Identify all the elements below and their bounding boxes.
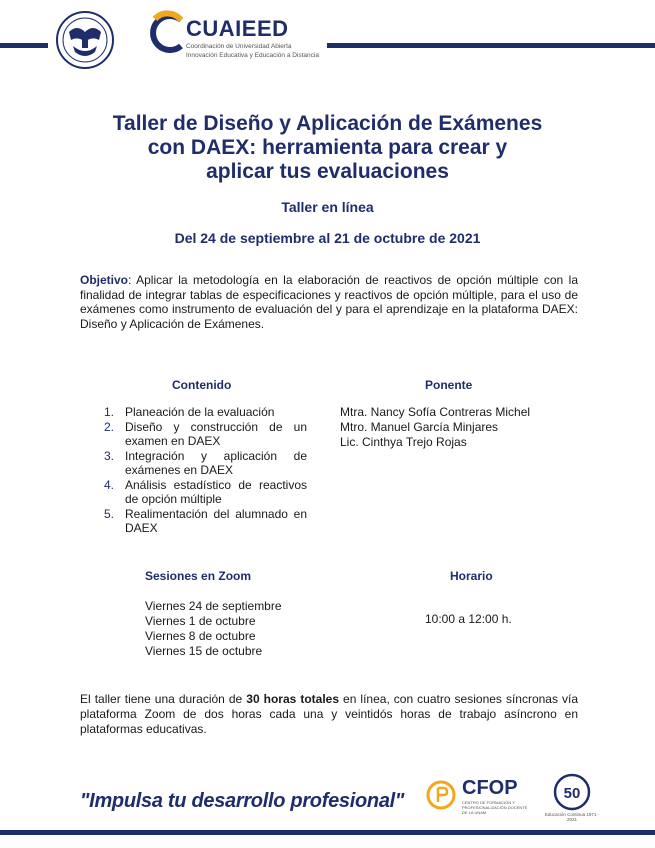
list-number: 5. bbox=[104, 506, 115, 521]
fifty-years-emblem-icon bbox=[542, 772, 602, 812]
objective-label: Objetivo bbox=[80, 273, 129, 287]
list-item-text: Integración y aplicación de exámenes en DAEX bbox=[125, 448, 307, 477]
duration-hours: 30 horas totales bbox=[246, 692, 340, 706]
list-number: 1. bbox=[104, 405, 115, 419]
slogan: "Impulsa tu desarrollo profesional" bbox=[80, 790, 405, 812]
list-item bbox=[104, 405, 307, 420]
session-date: Viernes 24 de septiembre bbox=[145, 599, 282, 613]
list-item bbox=[104, 449, 307, 478]
list-item bbox=[104, 507, 307, 536]
subtitle: Taller en línea bbox=[281, 199, 374, 215]
objective-paragraph bbox=[80, 273, 578, 331]
list-number: 2. bbox=[104, 419, 115, 434]
sessions-list bbox=[145, 599, 282, 659]
title-line: Taller de Diseño y Aplicación de Exámenes bbox=[112, 112, 543, 135]
list-number: 4. bbox=[104, 477, 115, 492]
cuaieed-tagline-1: Coordinación de Universidad Abierta bbox=[186, 43, 292, 50]
content-heading: Contenido bbox=[172, 378, 232, 392]
schedule-time: 10:00 a 12:00 h. bbox=[425, 612, 512, 626]
footer-bar bbox=[0, 830, 655, 835]
list-item-text: Diseño y construcción de un examen en DAEX bbox=[125, 419, 307, 448]
content-list bbox=[104, 405, 307, 536]
list-item-text: Planeación de la evaluación bbox=[125, 405, 275, 419]
duration-paragraph bbox=[80, 692, 578, 737]
list-item-text: Análisis estadístico de reactivos de opción múltiple bbox=[125, 477, 307, 506]
fifty-years-logo bbox=[542, 772, 602, 827]
schedule-heading: Horario bbox=[450, 569, 493, 583]
cfop-wordmark: CFOP bbox=[462, 777, 518, 799]
list-item bbox=[104, 420, 307, 449]
date-range: Del 24 de septiembre al 21 de octubre de 2021 bbox=[174, 230, 481, 246]
cfop-emblem-icon bbox=[426, 780, 456, 810]
cfop-tagline: CENTRO DE FORMACIÓN Y PROFESIONALIZACIÓN DOCENTE DE LA UNAM bbox=[462, 800, 528, 815]
duration-text-after: en línea, con cuatro sesiones síncronas vía plataforma Zoom de dos horas cada una y veintidós horas de trabajo asíncrono en plataformas educativas. bbox=[80, 692, 579, 736]
fifty-years-caption: Educación Continua 1971 - 2021 bbox=[544, 812, 600, 822]
page-title bbox=[60, 112, 595, 184]
title-line: aplicar tus evaluaciones bbox=[206, 160, 449, 183]
speakers-list bbox=[340, 405, 530, 450]
cuaieed-logo bbox=[143, 10, 328, 70]
title-line: con DAEX: herramienta para crear y bbox=[147, 136, 508, 159]
speaker-name: Lic. Cinthya Trejo Rojas bbox=[340, 435, 467, 449]
objective-text: : Aplicar la metodología en la elaboración de reactivos de opción múltiple con la finalidad de integrar tablas de especificaciones y reactivos de opción múltiple, para el uso de exámenes como instrumento de evaluación del y para el aprendizaje en la plataforma DAEX: Diseño y Aplicación de Exámenes. bbox=[80, 273, 578, 331]
session-date: Viernes 15 de octubre bbox=[145, 644, 263, 658]
speaker-name: Mtra. Nancy Sofía Contreras Michel bbox=[340, 405, 531, 419]
header-bar-right bbox=[327, 43, 655, 48]
list-item bbox=[104, 478, 307, 507]
speaker-name: Mtro. Manuel García Minjares bbox=[340, 420, 499, 434]
list-number: 3. bbox=[104, 448, 115, 463]
session-date: Viernes 8 de octubre bbox=[145, 629, 256, 643]
duration-text-before: El taller tiene una duración de bbox=[80, 692, 247, 706]
unam-seal-logo bbox=[55, 10, 115, 70]
svg-text:50: 50 bbox=[563, 785, 581, 802]
header-bar-left bbox=[0, 43, 48, 48]
cuaieed-wordmark: CUAIEED bbox=[186, 16, 289, 41]
session-date: Viernes 1 de octubre bbox=[145, 614, 256, 628]
sessions-heading: Sesiones en Zoom bbox=[145, 569, 252, 583]
list-item-text: Realimentación del alumnado en DAEX bbox=[125, 506, 307, 535]
cfop-logo bbox=[426, 775, 531, 825]
cuaieed-tagline-2: Innovación Educativa y Educación a Distancia bbox=[186, 52, 319, 59]
speakers-heading: Ponente bbox=[425, 378, 473, 392]
